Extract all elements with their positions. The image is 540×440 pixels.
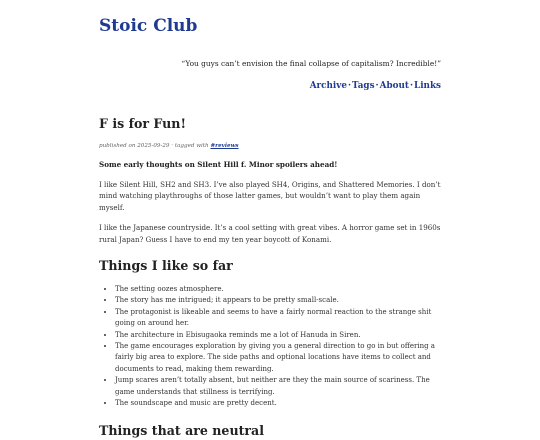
nav-archive-link[interactable]: Archive [309,81,347,91]
tag-link-reviews[interactable]: #reviews [210,143,239,149]
post-meta [99,142,441,150]
nav-links-link[interactable]: Links [414,81,441,91]
content-column [99,0,441,440]
paragraph-2: I like the Japanese countryside. It’s a cool setting with great vibes. A horror game set in 1960s rural Japan? Guess I have to end my ten year boycott of Konami. [99,223,441,244]
paragraph-1: I like Silent Hill, SH2 and SH3. I’ve also played SH4, Origins, and Shattered Memories. I don’t mind watching playthroughs of those latter games, but wouldn’t want to play them again myself. [99,180,441,212]
list-item: • The setting oozes atmosphere. [115,284,441,295]
main-nav [99,80,441,92]
nav-about-link[interactable]: About [379,81,409,91]
section-heading-neutral: Things that are neutral [99,422,264,438]
post-lede: Some early thoughts on Silent Hill f. Minor spoilers ahead! [99,160,338,169]
site-tagline: “You guys can’t envision the final collapse of capitalism? Incredible!” [181,59,441,68]
list-item: • The story has me intrigued; it appears to be pretty small-scale. [115,295,441,306]
list-item: • Jump scares aren’t totally absent, but neither are they the main source of scariness. The game understands that stillness is terrifying. [115,375,441,398]
section-heading-likes: Things I like so far [99,258,233,274]
likes-list [99,284,441,409]
list-item: • The soundscape and music are pretty decent. [115,398,441,409]
list-item: • The protagonist is likeable and seems to have a fairly normal reaction to the strange shit going on around her. [115,307,441,330]
nav-separator: · [409,81,414,91]
nav-separator: · [375,81,379,91]
nav-separator: · [347,81,352,91]
list-item: • The architecture in Ebisugaoka reminds me a lot of Hanuda in Siren. [115,330,441,341]
post-meta-text: published on 2025-09-29 · tagged with [99,143,211,149]
site-title[interactable]: Stoic Club [99,16,198,36]
post-title: F is for Fun! [99,116,186,131]
nav-tags-link[interactable]: Tags [352,81,375,91]
list-item: • The game encourages exploration by giving you a general direction to go in but offering a fairly big area to explore. The side paths and optional locations have items to collect and documents to read, making them rewarding. [115,341,441,375]
